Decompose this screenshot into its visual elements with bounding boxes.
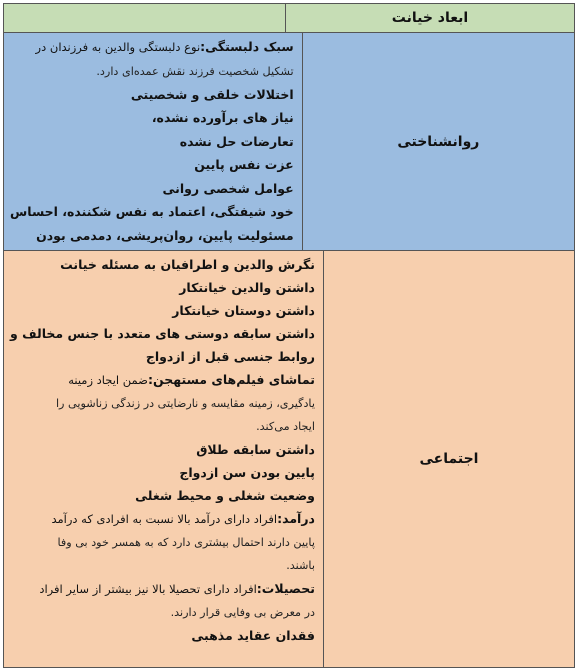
psych-item-unresolved-conflicts: تعارضات حل نشده — [179, 133, 294, 149]
attachment-style-line — [10, 35, 294, 60]
social-item-unfaithful-friends: داشتن دوستان خیانتکار — [172, 303, 315, 318]
infidelity-dimensions-table — [3, 3, 575, 668]
income-text-3: باشند. — [286, 559, 315, 572]
table-header-row — [4, 4, 574, 33]
attachment-style-label: سبک دلبستگی: — [200, 39, 294, 54]
social-item-premarital-relations: روابط جنسی قبل از ازدواج — [145, 349, 315, 364]
psych-item-personal-factors: عوامل شخصی روانی — [162, 180, 294, 196]
attachment-style-text-2: تشکیل شخصیت فرزند نقش عمده‌ای دارد. — [96, 64, 294, 78]
psych-item-unmet-needs: نیاز های برآورده نشده، — [151, 110, 294, 125]
education-label: تحصیلات: — [256, 581, 315, 596]
attachment-style-text: نوع دلبستگی والدین به فرزندان در — [35, 40, 201, 54]
social-item-unfaithful-parents: داشتن والدین خیانتکار — [179, 280, 315, 295]
psych-item-mood-disorders: اختلالات خلقی و شخصیتی — [130, 86, 294, 102]
social-item-explicit-films — [10, 368, 315, 392]
header-cell-dimension: ابعاد خیانت — [285, 4, 574, 32]
header-cell-details — [4, 4, 285, 32]
explicit-films-text-2: یادگیری، زمینه مقایسه و نارضایتی در زندگی زناشویی را — [55, 397, 315, 410]
table-row-social — [4, 251, 574, 667]
social-item-early-marriage: پایین بودن سن ازدواج — [179, 465, 315, 480]
social-details — [4, 251, 323, 667]
social-item-income — [10, 507, 315, 531]
income-text-2: پایین دارند احتمال بیشتری دارد که به همسر خود بی وفا — [57, 536, 315, 549]
category-social: اجتماعی — [323, 251, 574, 667]
psychological-details — [4, 33, 302, 250]
social-item-job-status: وضعیت شغلی و محیط شغلی — [135, 488, 315, 503]
income-label: درآمد: — [277, 511, 315, 526]
explicit-films-text: ضمن ایجاد زمینه — [68, 373, 148, 387]
education-text: افراد دارای تحصیلا بالا نیز بیشتر از سایر افراد — [39, 582, 257, 596]
explicit-films-text-3: ایجاد می‌کند. — [256, 420, 315, 433]
table-row-psychological — [4, 33, 574, 251]
explicit-films-label: تماشای فیلم‌های مستهجن: — [147, 372, 315, 387]
social-item-no-religious-beliefs: فقدان عقاید مذهبی — [191, 628, 315, 643]
education-text-2: در معرض بی وفایی قرار دارند. — [170, 606, 315, 619]
income-text: افراد دارای درآمد بالا نسبت به افرادی که درآمد — [51, 512, 278, 526]
social-item-multiple-relationships: داشتن سابقه دوستی های متعدد با جنس مخالف و — [10, 326, 315, 341]
psych-item-low-responsibility: مسئولیت پایین، روان‌پریشی، دمدمی بودن — [36, 227, 294, 243]
social-item-education — [10, 577, 315, 601]
psych-item-narcissism: خود شیفتگی، اعتماد به نفس شکننده، احساس — [10, 204, 294, 219]
psych-item-low-self-esteem: عزت نفس پایین — [194, 157, 294, 172]
social-item-parent-attitude: نگرش والدین و اطرافیان به مسئله خیانت — [60, 257, 315, 272]
social-item-divorce-history: داشتن سابقه طلاق — [196, 442, 315, 457]
category-psychological: روانشناختی — [302, 33, 574, 250]
